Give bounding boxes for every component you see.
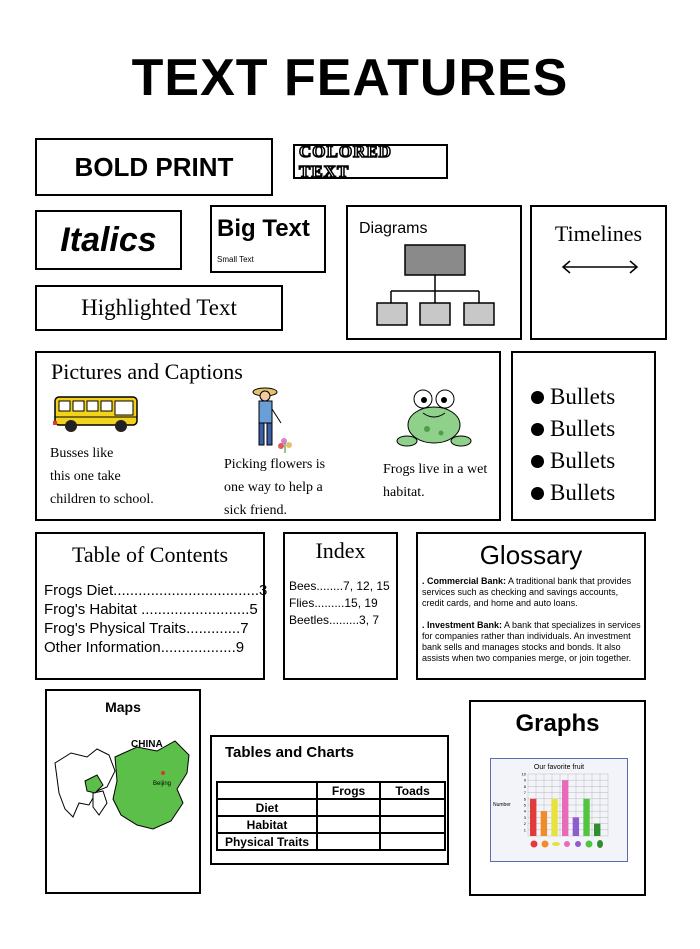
timelines-box [530, 205, 667, 340]
table-row-label: Diet [217, 799, 317, 816]
toc-entry: Frog's Habitat ..........................5 [44, 601, 258, 618]
toc-entry: Frog's Physical Traits.............7 [44, 620, 249, 637]
timelines-title: Timelines [554, 221, 643, 246]
double-arrow-icon [560, 259, 640, 275]
y-tick-label: 2 [523, 821, 526, 827]
big-text-box [210, 205, 326, 273]
italics-box [35, 210, 182, 270]
toc-title: Table of Contents [71, 542, 229, 567]
bold-print-box [35, 138, 273, 196]
frog-caption: Frogs live in a wet habitat. [383, 462, 488, 500]
banana-icon [552, 842, 560, 846]
colored-text-label: COLORED TEXT [299, 141, 392, 181]
table-header-cell [217, 782, 317, 799]
graphs-title: Graphs [515, 710, 600, 737]
diagrams-title: Diagrams [359, 220, 428, 237]
map-city-label: Beijing [153, 781, 172, 787]
big-text-label: Big Text [217, 215, 310, 242]
chart-y-label: Number [493, 802, 511, 808]
index-entry: Beetles.........3, 7 [289, 613, 380, 627]
chart-bar [562, 780, 568, 836]
frog-icon [395, 385, 473, 451]
index-entry: Flies.........15, 19 [289, 596, 378, 610]
index-entry: Bees........7, 12, 15 [289, 579, 390, 593]
y-tick-label: 3 [523, 814, 526, 820]
y-tick-label: 6 [523, 796, 526, 802]
table-of-contents-box [35, 532, 268, 680]
table-header-cell: Frogs [317, 782, 380, 799]
bullet-icon [531, 391, 544, 404]
maps-box [45, 689, 201, 894]
bar-chart [490, 758, 628, 862]
table-row [217, 816, 445, 833]
toc-entry: Frogs Diet...................................3 [44, 582, 268, 599]
toc-entry: Other Information..................9 [44, 639, 245, 656]
tables-charts-box [210, 735, 449, 865]
grapes-icon [575, 841, 581, 847]
bullet-icon [531, 455, 544, 468]
tables-title: Tables and Charts [225, 744, 354, 761]
small-text-label: Small Text [217, 255, 254, 264]
lime-icon [586, 841, 593, 848]
strawberry-icon [564, 841, 570, 847]
chart-bar [573, 817, 579, 836]
flowers-caption: Picking flowers is one way to help a sick friend. [224, 457, 326, 518]
map-country-label: CHINA [131, 739, 163, 750]
pear-icon [597, 840, 603, 848]
bus-caption: Busses like this one take children to school. [50, 446, 154, 507]
pictures-title: Pictures and Captions [51, 359, 243, 384]
bullet-icon [531, 487, 544, 500]
maps-title: Maps [105, 699, 141, 715]
bold-print-label: BOLD PRINT [74, 151, 234, 182]
index-box [283, 532, 398, 680]
table-row-label: Physical Traits [217, 833, 317, 850]
glossary-entry: . Investment Bank: A bank that specializes in services for companies rather than individuals. An investment bank sells and manages stocks and bonds. It also assists when two companies merge, or join together. [422, 620, 641, 663]
chart-bar [551, 799, 557, 836]
table-row [217, 799, 445, 816]
chart-title: Our favorite fruit [533, 764, 585, 771]
table-row [217, 833, 445, 850]
y-tick-label: 10 [521, 771, 526, 777]
bullet-item: Bullets [531, 445, 654, 477]
italics-label: Italics [60, 220, 157, 259]
highlighted-text-label: Highlighted Text [81, 295, 237, 320]
chart-bar [583, 799, 589, 836]
china-map-icon [53, 733, 195, 841]
apple-icon [531, 841, 538, 848]
gardener-icon [245, 383, 297, 455]
diagrams-box [346, 205, 522, 340]
y-tick-label: 4 [523, 808, 526, 814]
index-title: Index [315, 538, 366, 563]
school-bus-icon [53, 393, 143, 435]
bullet-item: Bullets [531, 477, 654, 509]
colored-text-box [293, 141, 448, 181]
pictures-captions-box [35, 351, 501, 521]
glossary-box [416, 532, 646, 680]
table-row-label: Habitat [217, 816, 317, 833]
chart-bar [530, 799, 536, 836]
graphs-box [469, 700, 646, 896]
bullet-icon [531, 423, 544, 436]
table-header-row [217, 782, 445, 799]
bullets-box [511, 351, 656, 521]
highlighted-text-box [35, 285, 283, 331]
orange-icon [542, 841, 549, 848]
chart-bar [541, 811, 547, 836]
y-tick-label: 9 [523, 777, 526, 783]
bullet-item: Bullets [531, 381, 654, 413]
glossary-entry: . Commercial Bank: A traditional bank that provides services such as checking and savings accounts, credit cards, and home and auto loans. [422, 576, 632, 608]
page-title: TEXT FEATURES [131, 49, 569, 107]
glossary-title: Glossary [479, 540, 583, 570]
data-table [216, 781, 446, 851]
y-tick-label: 1 [523, 827, 526, 833]
table-header-cell: Toads [380, 782, 445, 799]
y-tick-label: 7 [523, 790, 526, 796]
chart-bar [594, 824, 600, 836]
hierarchy-diagram-icon [373, 243, 503, 333]
y-tick-label: 8 [523, 783, 526, 789]
y-tick-label: 5 [523, 802, 526, 808]
bullet-item: Bullets [531, 413, 654, 445]
